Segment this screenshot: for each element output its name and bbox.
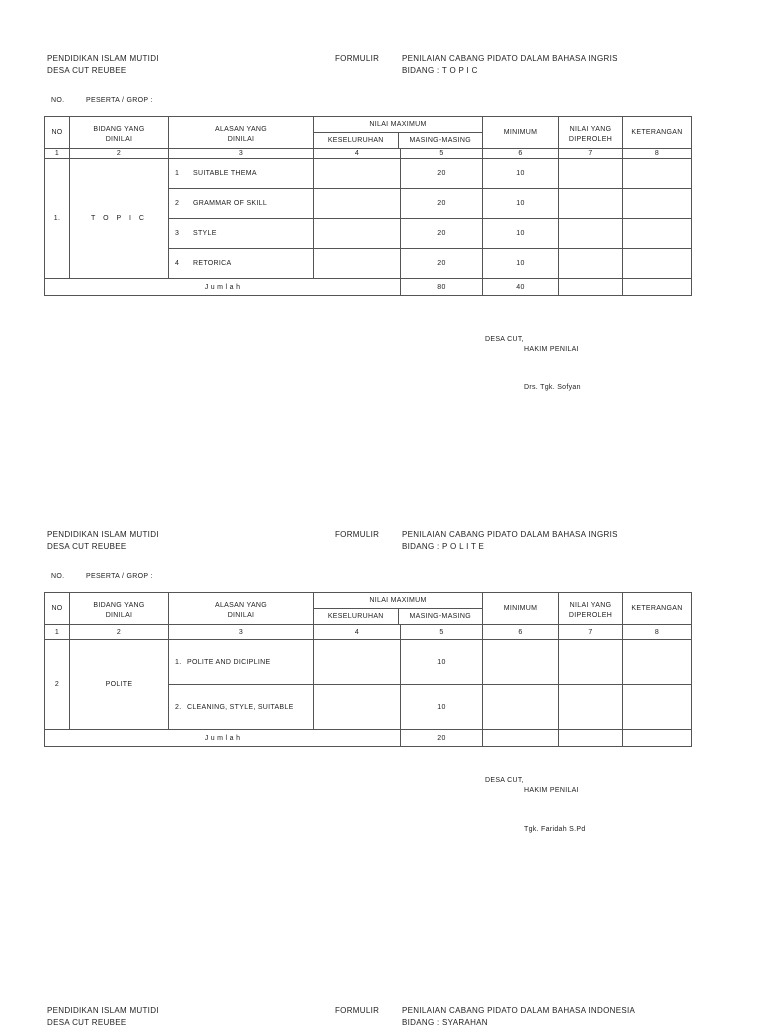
entry-no: 1. xyxy=(45,159,70,279)
note-cell[interactable] xyxy=(623,189,692,219)
org-name: PENDIDIKAN ISLAM MUTIDI xyxy=(47,54,159,63)
jumlah-label: J u m l a h xyxy=(45,279,401,296)
org-village: DESA CUT REUBEE xyxy=(47,66,127,75)
form-title: PENILAIAN CABANG PIDATO DALAM BAHASA INGRIS xyxy=(402,530,618,539)
org-name: PENDIDIKAN ISLAM MUTIDI xyxy=(47,1006,159,1015)
header-diperoleh: NILAI YANG DIPEROLEH xyxy=(559,593,623,625)
form-title: PENILAIAN CABANG PIDATO DALAM BAHASA INDONESIA xyxy=(402,1006,636,1015)
header-minimum: MINIMUM xyxy=(483,117,559,149)
jumlah-max: 80 xyxy=(401,279,483,296)
score-cell[interactable] xyxy=(559,189,623,219)
note-cell[interactable] xyxy=(623,730,692,747)
score-cell[interactable] xyxy=(559,159,623,189)
header-masing: MASING-MASING xyxy=(409,613,471,620)
form-bidang: BIDANG : T O P I C xyxy=(402,66,478,75)
place-label: DESA CUT, xyxy=(485,777,524,784)
criterion-label: SUITABLE THEMA xyxy=(193,170,257,177)
note-cell[interactable] xyxy=(623,279,692,296)
hakim-label: HAKIM PENILAI xyxy=(524,787,579,794)
peserta-label: PESERTA / GROP : xyxy=(86,97,153,104)
peserta-label: PESERTA / GROP : xyxy=(86,573,153,580)
place-label: DESA CUT, xyxy=(485,336,524,343)
header-nilai-max: NILAI MAXIMUM KESELURUHAN MASING-MASING xyxy=(314,593,483,625)
header-diperoleh: NILAI YANG DIPEROLEH xyxy=(559,117,623,149)
score-cell[interactable] xyxy=(314,189,401,219)
org-name: PENDIDIKAN ISLAM MUTIDI xyxy=(47,530,159,539)
criterion-label: GRAMMAR OF SKILL xyxy=(193,200,268,207)
criterion-label: CLEANING, STYLE, SUITABLE xyxy=(187,703,294,711)
header-no: NO xyxy=(45,117,70,149)
score-cell[interactable] xyxy=(314,159,401,189)
table-row: 2 GRAMMAR OF SKILL 20 10 xyxy=(45,189,692,219)
header-no: NO xyxy=(45,593,70,625)
judge-name: Tgk. Faridah S.Pd xyxy=(524,826,586,833)
table-row: 2 POLITE 1. POLITE AND DICIPLINE 10 xyxy=(45,640,692,685)
column-number-row: 1 2 3 4 5 6 7 8 xyxy=(45,625,692,640)
no-label: NO. xyxy=(51,573,65,580)
header-keterangan: KETERANGAN xyxy=(623,593,692,625)
no-label: NO. xyxy=(51,97,65,104)
score-cell[interactable] xyxy=(559,685,623,730)
note-cell[interactable] xyxy=(623,219,692,249)
criterion-label: RETORICA xyxy=(193,260,232,267)
score-cell[interactable] xyxy=(314,219,401,249)
form-title: PENILAIAN CABANG PIDATO DALAM BAHASA INGRIS xyxy=(402,54,618,63)
table-row: 4 RETORICA 20 10 xyxy=(45,249,692,279)
table-row: 1. T O P I C 1 SUITABLE THEMA 20 10 xyxy=(45,159,692,189)
note-cell[interactable] xyxy=(623,640,692,685)
table-row: 2. CLEANING, STYLE, SUITABLE 10 xyxy=(45,685,692,730)
header-masing: MASING-MASING xyxy=(409,137,471,144)
jumlah-label: J u m l a h xyxy=(45,730,401,747)
score-cell[interactable] xyxy=(559,730,623,747)
form-bidang: BIDANG : SYARAHAN xyxy=(402,1018,488,1027)
jumlah-min: 40 xyxy=(483,279,559,296)
note-cell[interactable] xyxy=(623,685,692,730)
header-keterangan: KETERANGAN xyxy=(623,117,692,149)
header-alasan: ALASAN YANG DINILAI xyxy=(169,593,314,625)
score-cell[interactable] xyxy=(314,249,401,279)
score-cell[interactable] xyxy=(314,640,401,685)
header-bidang: BIDANG YANG DINILAI xyxy=(70,117,169,149)
formulir-label: FORMULIR xyxy=(335,530,380,539)
formulir-label: FORMULIR xyxy=(335,54,380,63)
header-keseluruhan: KESELURUHAN xyxy=(314,133,398,149)
entry-no: 2 xyxy=(45,640,70,730)
score-cell[interactable] xyxy=(559,249,623,279)
jumlah-max: 20 xyxy=(401,730,483,747)
criterion-label: POLITE AND DICIPLINE xyxy=(187,658,271,666)
score-cell[interactable] xyxy=(559,279,623,296)
column-number-row: 1 2 3 4 5 6 7 8 xyxy=(45,149,692,159)
header-nilai-max: NILAI MAXIMUM KESELURUHAN MASING-MASING xyxy=(314,117,483,149)
judge-name: Drs. Tgk. Sofyan xyxy=(524,384,581,391)
total-row xyxy=(45,279,692,296)
hakim-label: HAKIM PENILAI xyxy=(524,346,579,353)
header-keseluruhan: KESELURUHAN xyxy=(314,609,398,625)
total-row xyxy=(45,730,692,747)
entry-bidang: T O P I C xyxy=(70,159,169,279)
header-bidang: BIDANG YANG DINILAI xyxy=(70,593,169,625)
header-minimum: MINIMUM xyxy=(483,593,559,625)
score-cell[interactable] xyxy=(314,685,401,730)
jumlah-min xyxy=(483,730,559,747)
note-cell[interactable] xyxy=(623,159,692,189)
score-table xyxy=(44,116,692,296)
header-alasan: ALASAN YANG DINILAI xyxy=(169,117,314,149)
table-row: 3 STYLE 20 10 xyxy=(45,219,692,249)
score-table xyxy=(44,592,692,747)
formulir-label: FORMULIR xyxy=(335,1006,380,1015)
form-bidang: BIDANG : P O L I T E xyxy=(402,542,485,551)
org-village: DESA CUT REUBEE xyxy=(47,1018,127,1027)
note-cell[interactable] xyxy=(623,249,692,279)
score-cell[interactable] xyxy=(559,640,623,685)
org-village: DESA CUT REUBEE xyxy=(47,542,127,551)
criterion-label: STYLE xyxy=(193,230,217,237)
score-cell[interactable] xyxy=(559,219,623,249)
entry-bidang: POLITE xyxy=(70,640,169,730)
